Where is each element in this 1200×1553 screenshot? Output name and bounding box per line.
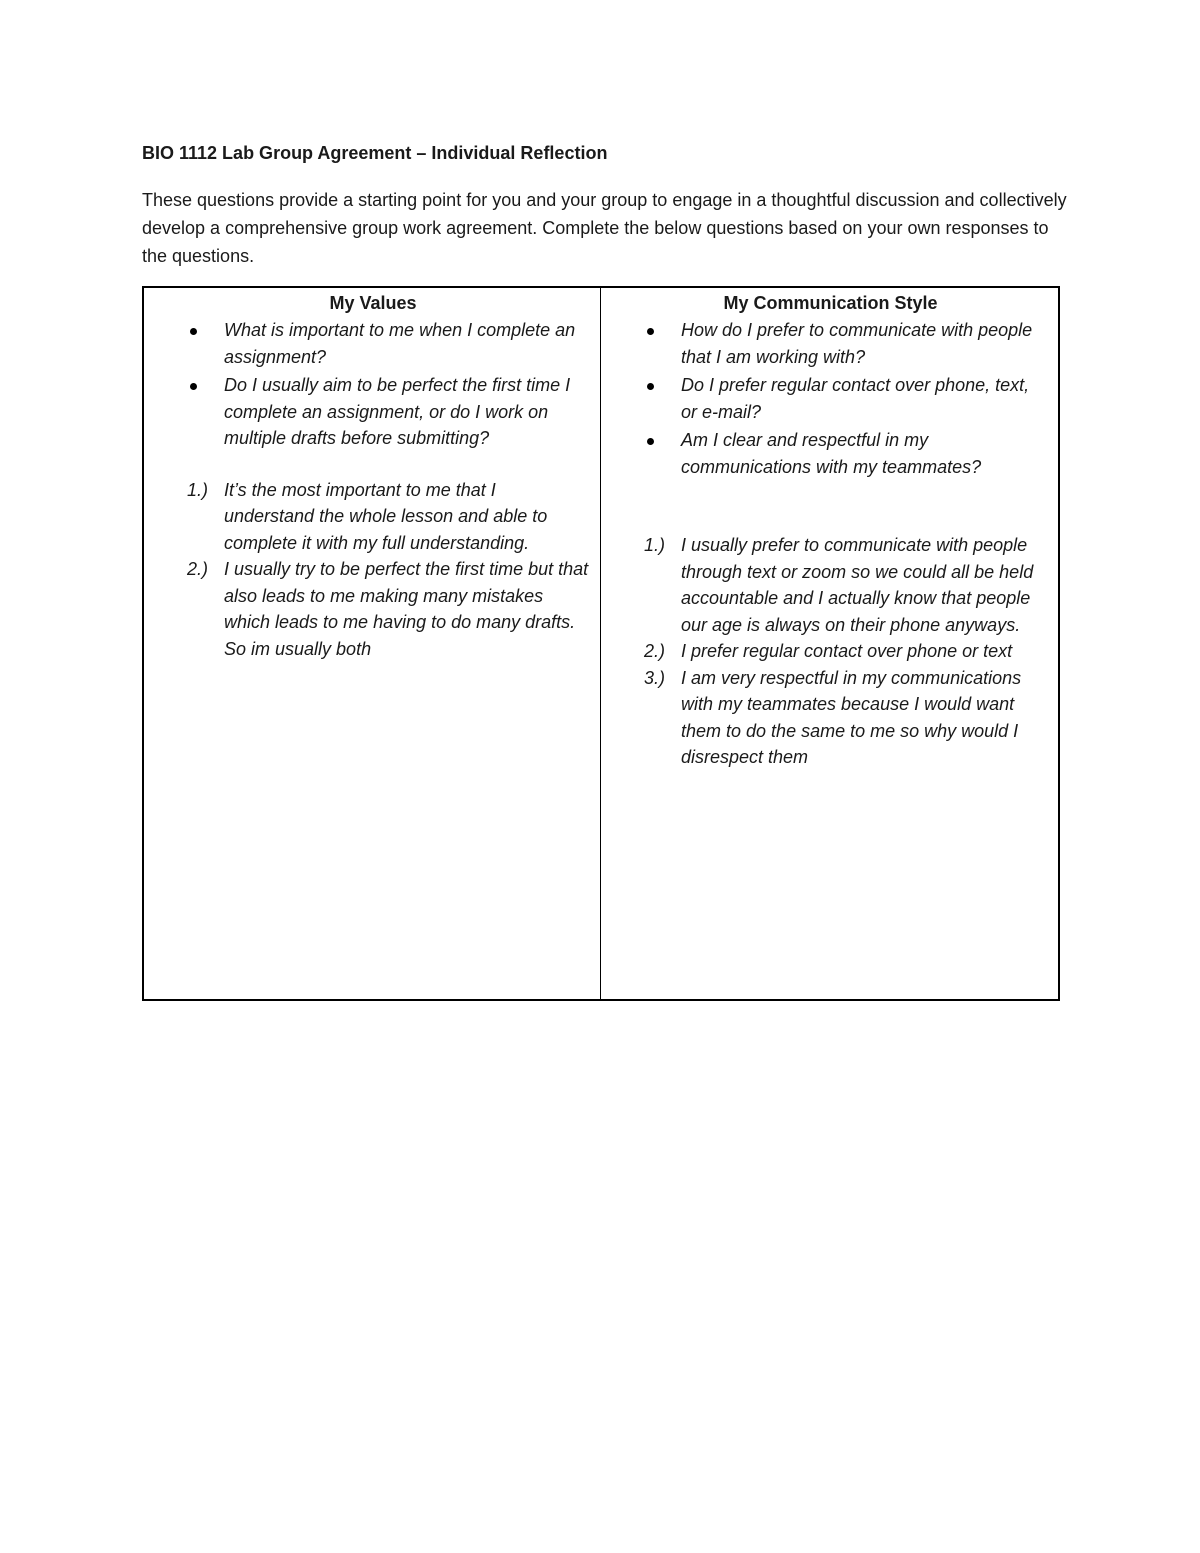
answer-number: 1.) bbox=[187, 479, 209, 500]
question-text: Do I usually aim to be perfect the first time I complete an assignment, or do I work on multiple drafts before submitting? bbox=[224, 375, 571, 448]
bullet-icon bbox=[190, 383, 197, 390]
answer-number: 3.) bbox=[644, 667, 666, 688]
answer-item bbox=[613, 665, 1048, 771]
answer-text: I usually prefer to communicate with people through text or zoom so we could all be held accountable and I actually know that people our age is always on their phone anyways. bbox=[681, 535, 1034, 635]
answer-text: It’s the most important to me that I understand the whole lesson and able to complete it with my full understanding. bbox=[224, 479, 548, 553]
values-column bbox=[144, 288, 601, 999]
answer-item bbox=[156, 556, 590, 662]
communication-answers bbox=[613, 532, 1048, 771]
question-text: Do I prefer regular contact over phone, text, or e-mail? bbox=[681, 375, 1030, 422]
question-item bbox=[613, 317, 1048, 370]
question-item bbox=[156, 317, 590, 370]
answer-number: 2.) bbox=[644, 641, 666, 661]
question-text: How do I prefer to communicate with people that I am working with? bbox=[681, 320, 1033, 367]
answer-text: I prefer regular contact over phone or text bbox=[681, 641, 1013, 661]
bullet-icon bbox=[190, 328, 197, 335]
question-item bbox=[156, 372, 590, 452]
question-text: Am I clear and respectful in my communications with my teammates? bbox=[681, 430, 982, 477]
question-text: What is important to me when I complete an assignment? bbox=[224, 320, 576, 367]
communication-questions bbox=[613, 317, 1048, 480]
bullet-icon bbox=[647, 328, 654, 335]
answer-item bbox=[156, 477, 590, 557]
document-title: BIO 1112 Lab Group Agreement – Individual Reflection bbox=[142, 143, 608, 163]
answer-item bbox=[613, 532, 1048, 638]
answer-number: 1.) bbox=[644, 535, 666, 555]
intro-paragraph: These questions provide a starting point for you and your group to engage in a thoughtful discussion and collectively develop a comprehensive group work agreement. Complete the below questions based on your own responses to the questions. bbox=[142, 190, 1067, 266]
answer-number: 2.) bbox=[187, 559, 209, 579]
communication-column bbox=[601, 288, 1058, 999]
answer-text: I am very respectful in my communications with my teammates because I would want them to do the same to me so why would I disrespect them bbox=[681, 667, 1022, 767]
answer-text: I usually try to be perfect the first time but that also leads to me making many mistakes which leads to me having to do many drafts. So im usually both bbox=[224, 559, 589, 659]
bullet-icon bbox=[647, 438, 654, 445]
values-heading: My Values bbox=[329, 293, 417, 313]
question-item bbox=[613, 372, 1048, 425]
communication-heading: My Communication Style bbox=[723, 293, 938, 313]
values-questions bbox=[156, 317, 590, 452]
answer-item bbox=[613, 638, 1048, 665]
agreement-table bbox=[142, 286, 1060, 1001]
question-item bbox=[613, 427, 1048, 480]
values-answers bbox=[156, 477, 590, 663]
bullet-icon bbox=[647, 383, 654, 390]
